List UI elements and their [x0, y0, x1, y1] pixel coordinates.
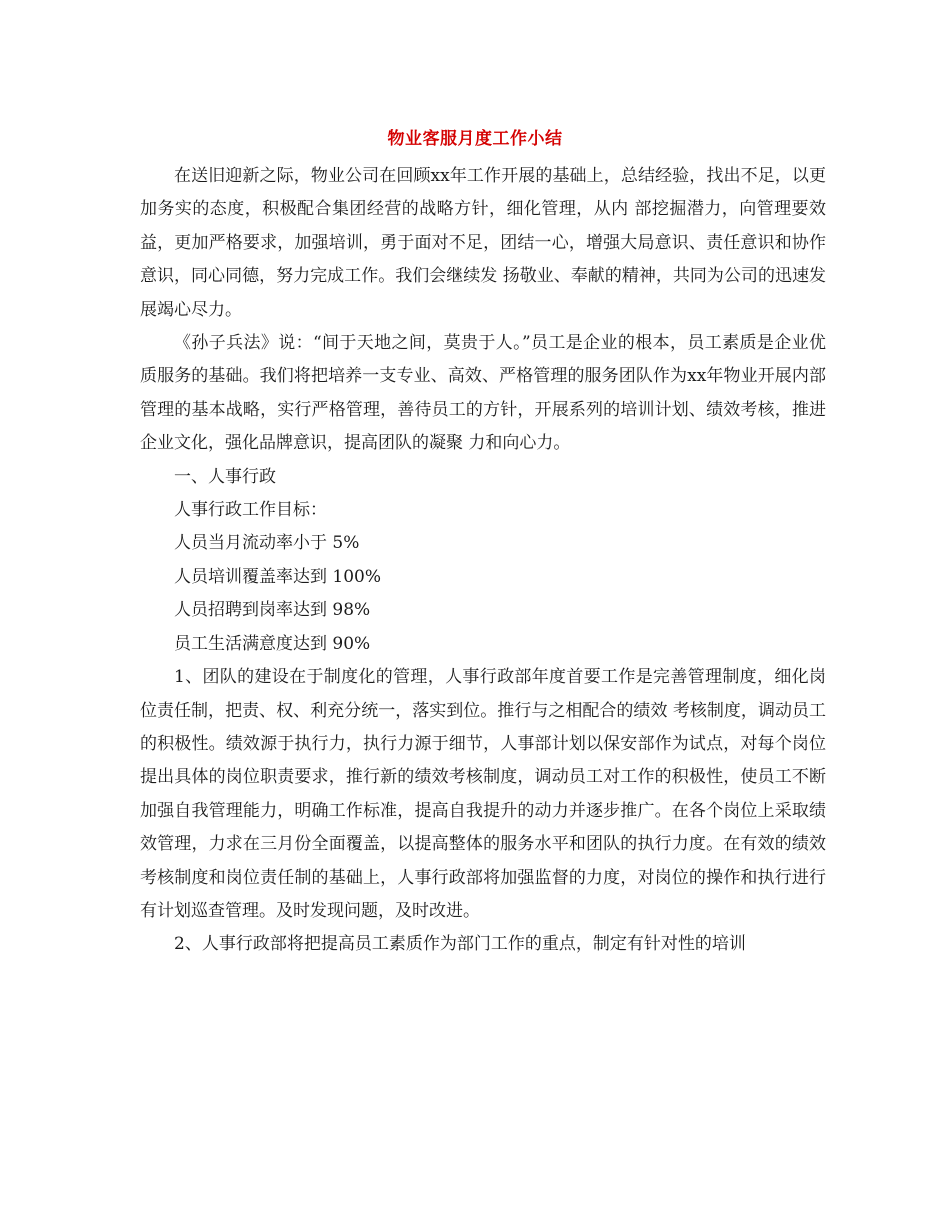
paragraph-item-1: 1、团队的建设在于制度化的管理，人事行政部年度首要工作是完善管理制度，细化岗位责任制，把责、权、利充分统一，落实到位。推行与之相配合的绩效 考核制度，调动员工的积极性。绩效源于执行力，执行力源于细节，人事部计划以保安部作为试点，对每个岗位提出具体的岗位职责要求，推行新的绩效考核制度，调动员工对工作的积极性，使员工不断加强自我管理能力，明确工作标准，提高自我提升的动力并逐步推广。在各个岗位上采取绩效管理，力求在三月份全面覆盖，以提高整体的服务水平和团队的执行力度。在有效的绩效考核制度和岗位责任制的基础上，人事行政部将加强监督的力度，对岗位的操作和执行进行有计划巡查管理。及时发现问题，及时改进。	[140, 667, 826, 921]
document-body	[140, 160, 826, 962]
document-title: 物业客服月度工作小结	[387, 129, 563, 149]
goal-item: 人员当月流动率小于 5%	[174, 533, 360, 554]
goal-item: 人员招聘到岗率达到 98%	[174, 600, 371, 621]
goal-item: 员工生活满意度达到 90%	[174, 633, 371, 654]
section-heading: 一、人事行政	[174, 466, 276, 487]
paragraph-item-2: 2、人事行政部将把提高员工素质作为部门工作的重点，制定有针对性的培训	[174, 934, 746, 955]
goals-heading: 人事行政工作目标：	[174, 500, 327, 521]
paragraph-intro: 在送旧迎新之际，物业公司在回顾xx年工作开展的基础上，总结经验，找出不足，以更加务实的态度，积极配合集团经营的战略方针，细化管理，从内 部挖掘潜力，向管理要效益，更加严格要求，加强培训，勇于面对不足，团结一心，增强大局意识、责任意识和协作意识，同心同德，努力完成工作。我们会继续发 扬敬业、奉献的精神，共同为公司的迅速发展竭心尽力。	[140, 166, 826, 320]
goal-item: 人员培训覆盖率达到 100%	[174, 566, 382, 587]
paragraph-sunzi: 《孙子兵法》说：“间于天地之间，莫贵于人。”员工是企业的根本，员工素质是企业优质服务的基础。我们将把培养一支专业、高效、严格管理的服务团队作为xx年物业开展内部管理的基本战略，实行严格管理，善待员工的方针，开展系列的培训计划、绩效考核，推进企业文化，强化品牌意识，提高团队的凝聚 力和向心力。	[140, 333, 826, 454]
